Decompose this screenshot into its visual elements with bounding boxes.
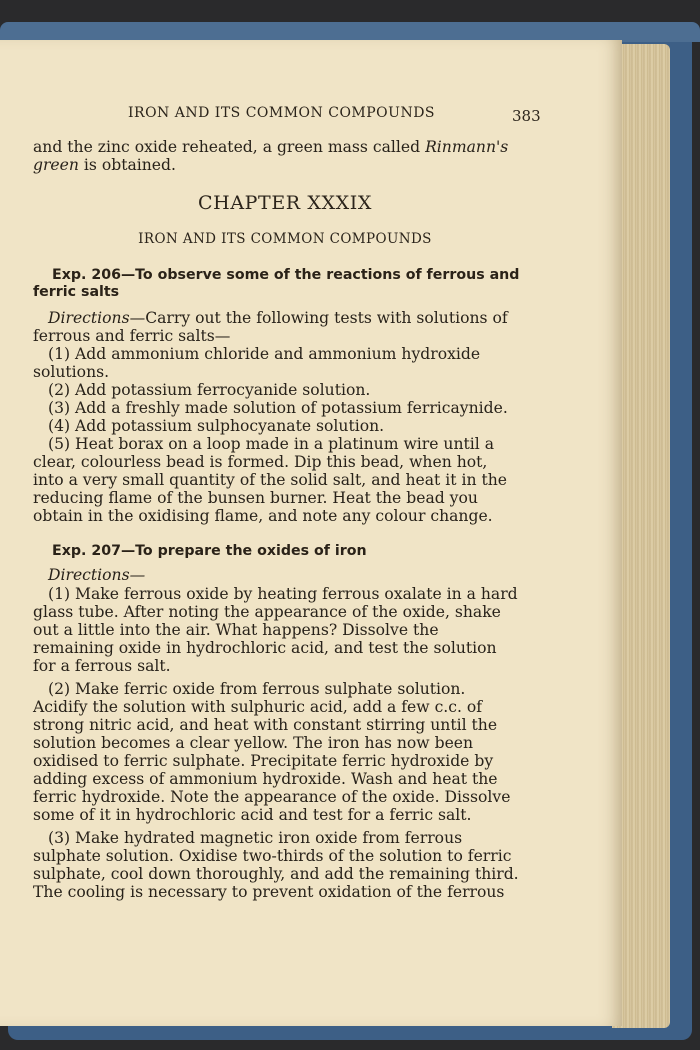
exp206-heading-line-1: Exp. 206—To observe some of the reactions of ferrous and bbox=[52, 267, 520, 283]
exp207-directions: Directions— bbox=[48, 566, 146, 584]
exp207-p2-line-5: oxidised to ferric sulphate. Precipitate ferric hydroxide by bbox=[33, 752, 494, 770]
running-head: IRON AND ITS COMMON COMPOUNDS bbox=[128, 105, 436, 121]
exp207-p2-line-3: strong nitric acid, and heat with constant stirring until the bbox=[33, 716, 498, 734]
exp206-item-5-line-3: into a very small quantity of the solid salt, and heat it in the bbox=[33, 471, 508, 489]
exp206-item-4: (4) Add potassium sulphocyanate solution. bbox=[48, 417, 385, 435]
exp207-p2-line-2: Acidify the solution with sulphuric acid, add a few c.c. of bbox=[33, 698, 483, 716]
exp206-item-5-line-2: clear, colourless bead is formed. Dip this bead, when hot, bbox=[33, 453, 488, 471]
exp206-item-5: (5) Heat borax on a loop made in a platinum wire until a bbox=[48, 435, 495, 453]
exp206-directions-line-2: ferrous and ferric salts— bbox=[33, 327, 231, 345]
exp207-p2-line-8: some of it in hydrochloric acid and test for a ferric salt. bbox=[33, 806, 472, 824]
exp206-item-3: (3) Add a freshly made solution of potassium ferricaynide. bbox=[48, 399, 508, 417]
book-cover-top bbox=[0, 22, 700, 42]
exp206-item-5-line-5: obtain in the oxidising flame, and note any colour change. bbox=[33, 507, 493, 525]
intro-line-1: and the zinc oxide reheated, a green mass called Rinmann's bbox=[33, 138, 509, 156]
exp207-p1-line-1: (1) Make ferrous oxide by heating ferrous oxalate in a hard bbox=[48, 585, 518, 603]
chapter-title: CHAPTER XXXIX bbox=[198, 192, 372, 214]
exp207-p1-line-2: glass tube. After noting the appearance of the oxide, shake bbox=[33, 603, 501, 621]
exp207-p2-line-7: ferric hydroxide. Note the appearance of the oxide. Dissolve bbox=[33, 788, 511, 806]
page-number: 383 bbox=[512, 107, 541, 125]
exp207-heading: Exp. 207—To prepare the oxides of iron bbox=[52, 543, 367, 559]
exp206-item-1: (1) Add ammonium chloride and ammonium hydroxide bbox=[48, 345, 481, 363]
exp207-p2-line-4: solution becomes a clear yellow. The iron has now been bbox=[33, 734, 474, 752]
exp206-item-5-line-4: reducing flame of the bunsen burner. Heat the bead you bbox=[33, 489, 478, 507]
exp207-p2-line-1: (2) Make ferric oxide from ferrous sulphate solution. bbox=[48, 680, 466, 698]
exp206-heading-line-2: ferric salts bbox=[33, 284, 120, 300]
exp206-item-2: (2) Add potassium ferrocyanide solution. bbox=[48, 381, 371, 399]
exp207-p3-line-1: (3) Make hydrated magnetic iron oxide from ferrous bbox=[48, 829, 463, 847]
exp207-p1-line-5: for a ferrous salt. bbox=[33, 657, 171, 675]
exp207-p1-line-4: remaining oxide in hydrochloric acid, and test the solution bbox=[33, 639, 497, 657]
exp207-p2-line-6: adding excess of ammonium hydroxide. Wash and heat the bbox=[33, 770, 498, 788]
exp206-directions: Directions—Carry out the following tests with solutions of bbox=[48, 309, 508, 327]
exp207-p3-line-4: The cooling is necessary to prevent oxidation of the ferrous bbox=[33, 883, 505, 901]
exp207-p1-line-3: out a little into the air. What happens? Dissolve the bbox=[33, 621, 439, 639]
exp207-p3-line-2: sulphate solution. Oxidise two-thirds of the solution to ferric bbox=[33, 847, 512, 865]
chapter-subtitle: IRON AND ITS COMMON COMPOUNDS bbox=[138, 231, 432, 247]
exp206-item-1-cont: solutions. bbox=[33, 363, 110, 381]
intro-line-2: green is obtained. bbox=[33, 156, 176, 174]
exp207-p3-line-3: sulphate, cool down thoroughly, and add the remaining third. bbox=[33, 865, 519, 883]
